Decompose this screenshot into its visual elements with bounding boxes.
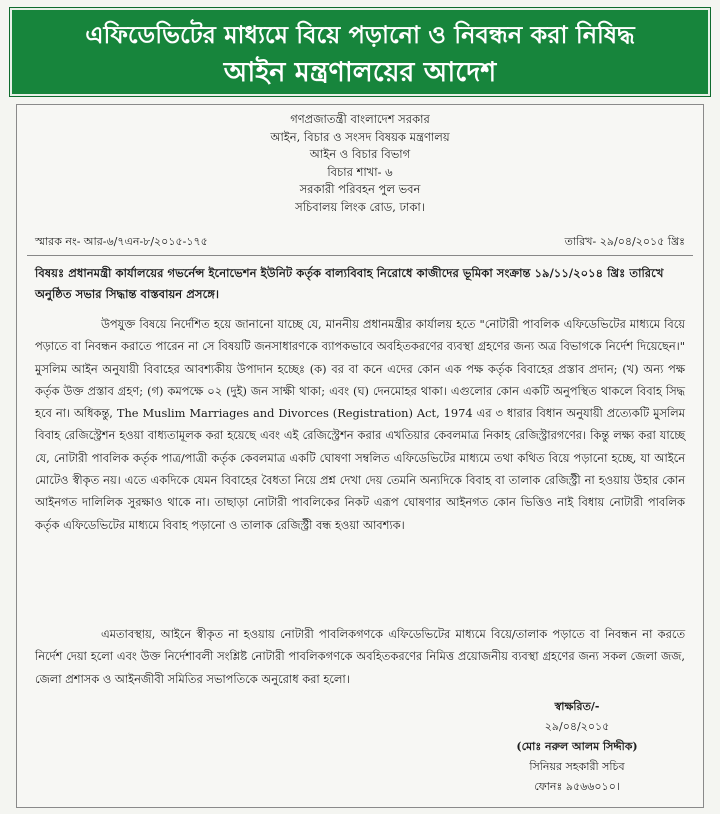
memo-number: স্মারক নং- আর-৬/৭এন-৮/২০১৫-১৭৫ [35, 235, 208, 248]
memo-row [35, 233, 685, 252]
signed-mark: স্বাক্ষরিত/- [554, 700, 600, 713]
body-paragraph-2-text: এমতাবস্থায়, আইনে স্বীকৃত না হওয়ায় নোটারী পাবলিকগণকে এফিডেভিটের মাধ্যমে বিয়ে/তালাক পড়াতে বা নিবন্ধন না করতে নির্দেশ দেয়া হলো এবং উক্ত নির্দেশাবলী সংশ্লিষ্ট নোটারী পাবলিকগণকে অবহিতকরণের নিমিত্ত প্রয়োজনীয় ব্যবস্থা গ্রহণের জন্য সকল জেলা জজ, জেলা প্রশাসক ও আইনজীবী সমিতির সভাপতিকে অনুরোধ করা হলো। [35, 627, 685, 686]
body-paragraph-2 [35, 623, 685, 690]
memo-date: তারিখ- ২৯/০৪/২০১৫ খ্রিঃ [564, 235, 685, 248]
office-line-division: আইন ও বিচার বিভাগ [309, 147, 411, 161]
office-line-ministry: আইন, বিচার ও সংসদ বিষয়ক মন্ত্রণালয় [270, 129, 450, 144]
banner-headline: এফিডেভিটের মাধ্যমে বিয়ে পড়ানো ও নিবন্ধন করা নিষিদ্ধ [85, 21, 635, 49]
government-order-document [16, 104, 704, 808]
subject-line: বিষয়ঃ প্রধানমন্ত্রী কার্যালয়ের গভর্নেন্স ইনোভেশন ইউনিট কর্তৃক বাল্যবিবাহ নিরোধে কাজীদের ভূমিকা সংক্রান্ত ১৯/১১/২০১৪ খ্রিঃ তারিখে অনুষ্ঠিত সভার সিদ্ধান্ত বাস্তবায়ন প্রসঙ্গে। [35, 266, 664, 301]
office-line-road: সচিবালয় লিংক রোড, ঢাকা। [295, 199, 425, 214]
body-paragraph-1-text: উপযুক্ত বিষয়ে নির্দেশিত হয়ে জানানো যাচ্ছে যে, মাননীয় প্রধানমন্ত্রীর কার্যালয় হতে "নোটারী পাবলিক এফিডেভিটের মাধ্যমে বিয়ে পড়াতে বা নিবন্ধন করাতে পারেন না সে বিষয়টি জনসাধারণকে ব্যাপকভাবে অবহিতকরণের ব্যবস্থা গ্রহণের জন্য অত্র বিভাগকে নির্দেশ দিয়েছেন।" মুসলিম আইন অনুযায়ী বিবাহের আবশ্যকীয় উপাদান হচ্ছেঃ (ক) বর বা কনে এদের কোন এক পক্ষ কর্তৃক বিবাহের প্রস্তাব প্রদান; (খ) অন্য পক্ষ কর্তৃক উক্ত প্রস্তাব গ্রহণ; (গ) কমপক্ষে ০২ (দুই) জন সাক্ষী থাকা; এবং (ঘ) দেনমোহর থাকা। এগুলোর কোন একটি অনুপস্থিত থাকলে বিবাহ সিদ্ধ হবে না। অধিকন্তু, The Muslim Marriages and Divorces (Registration) Act, 1974 এর ৩ ধারার বিধান অনুযায়ী প্রত্যেকটি মুসলিম বিবাহ রেজিস্ট্রেশন হওয়া বাধ্যতামূলক করা হয়েছে এবং এই রেজিস্ট্রেশন করার এখতিয়ার কেবলমাত্র নিকাহ রেজিস্ট্রারগণের। কিন্তু লক্ষ্য করা যাচ্ছে যে, নোটারী পাবলিক কর্তৃক পাত্র/পাত্রী কর্তৃক কেবলমাত্র একটি ঘোষণা সম্বলিত এফিডেভিটের মাধ্যমে তথা কথিত বিয়ে পড়ানো হচ্ছে, যা আইনে মোটেও স্বীকৃত নয়। এতে একদিকে যেমন বিবাহের বৈধতা নিয়ে প্রশ্ন দেখা দেয় তেমনি অন্যদিকে বিবাহ বা তালাক রেজিস্ট্রী না হওয়ায় উহার কোন আইনগত দালিলিক সুরক্ষাও থাকে না। তাছাড়া নোটারী পাবলিকের নিকট এরূপ ঘোষণার আইনগত কোন ভিত্তিও নাই বিধায় নোটারী পাবলিক কর্তৃক এফিডেভিটের মাধ্যমে বিবাহ পড়ানো ও তালাক রেজিস্ট্রী বন্ধ হওয়া আবশ্যক। [35, 317, 685, 532]
divider [27, 255, 693, 256]
body-paragraph-1 [35, 313, 685, 536]
signature-block [477, 697, 677, 797]
signatory-phone: ফোনঃ ৯৫৬৬০১০। [534, 780, 620, 793]
office-line-building: সরকারী পরিবহন পুল ভবন [299, 182, 421, 196]
office-line-branch: বিচার শাখা- ৬ [327, 164, 393, 179]
signatory-name: (মোঃ নরুল আলম সিদ্দীক) [516, 740, 638, 753]
header-banner [10, 8, 710, 96]
office-address-block [17, 111, 703, 216]
signatory-designation: সিনিয়র সহকারী সচিব [529, 760, 625, 773]
signature-date: ২৯/০৪/২০১৫ [544, 720, 610, 733]
banner-subheadline: আইন মন্ত্রণালয়ের আদেশ [223, 57, 497, 88]
office-line-government: গণপ্রজাতন্ত্রী বাংলাদেশ সরকার [290, 112, 430, 126]
